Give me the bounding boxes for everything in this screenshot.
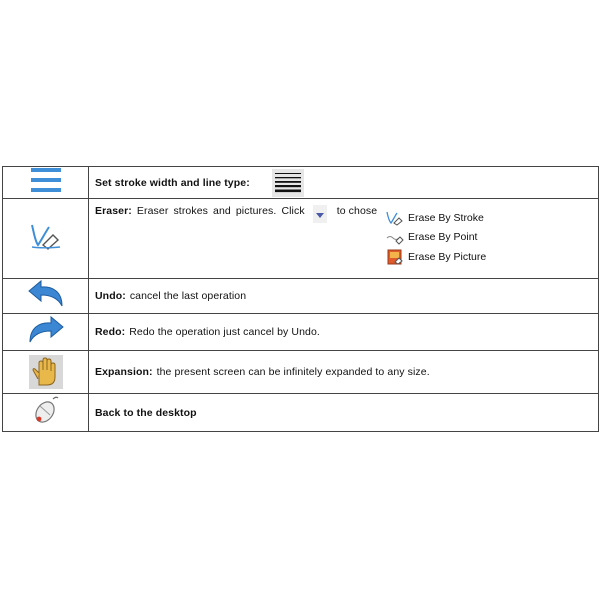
expansion-label: Expansion: — [95, 366, 153, 378]
erase-option-stroke[interactable] — [386, 208, 486, 228]
redo-label: Redo: — [95, 326, 126, 338]
erase-option-picture[interactable] — [386, 247, 486, 267]
undo-label: Undo: — [95, 290, 126, 302]
description-cell — [89, 279, 598, 313]
erase-option-label: Erase By Point — [408, 231, 478, 244]
erase-option-label: Erase By Picture — [408, 250, 487, 263]
table-row — [3, 279, 598, 314]
icon-cell — [3, 279, 89, 313]
description-cell — [89, 199, 598, 278]
table-row — [3, 394, 598, 431]
eraser-text-after: to chose — [336, 205, 378, 217]
redo-text: Redo the operation just cancel by Undo. — [129, 326, 320, 338]
line-type-icon — [272, 169, 304, 197]
erase-by-stroke-icon — [386, 210, 404, 226]
icon-cell — [3, 167, 89, 198]
expansion-text: the present screen can be infinitely expanded to any size. — [156, 366, 430, 378]
toolbar-function-table — [2, 166, 599, 432]
table-row — [3, 199, 598, 279]
description-cell — [89, 351, 598, 393]
undo-arrow-icon — [27, 279, 65, 314]
description-cell — [89, 314, 598, 350]
icon-cell — [3, 314, 89, 350]
hand-icon — [29, 355, 63, 389]
dropdown-arrow-icon[interactable] — [313, 205, 327, 223]
icon-cell — [3, 394, 89, 431]
eraser-text: Eraser strokes and pictures. Click — [136, 205, 305, 217]
erase-by-point-icon — [386, 229, 404, 245]
redo-arrow-icon — [27, 315, 65, 350]
icon-cell — [3, 351, 89, 393]
eraser-label: Eraser: — [95, 205, 132, 217]
undo-text: cancel the last operation — [129, 290, 247, 302]
eraser-options-list — [386, 208, 486, 267]
table-row — [3, 167, 598, 199]
icon-cell — [3, 199, 89, 278]
stroke-label: Set stroke width and line type: — [95, 176, 250, 189]
mouse-icon — [31, 395, 61, 430]
table-row — [3, 351, 598, 394]
erase-option-point[interactable] — [386, 228, 486, 248]
stroke-lines-icon — [30, 167, 62, 198]
table-row — [3, 314, 598, 351]
erase-by-picture-icon — [386, 249, 404, 265]
eraser-icon — [29, 221, 63, 256]
desktop-label: Back to the desktop — [95, 406, 197, 419]
description-cell — [89, 167, 598, 198]
erase-option-label: Erase By Stroke — [408, 211, 484, 224]
description-cell — [89, 394, 598, 431]
